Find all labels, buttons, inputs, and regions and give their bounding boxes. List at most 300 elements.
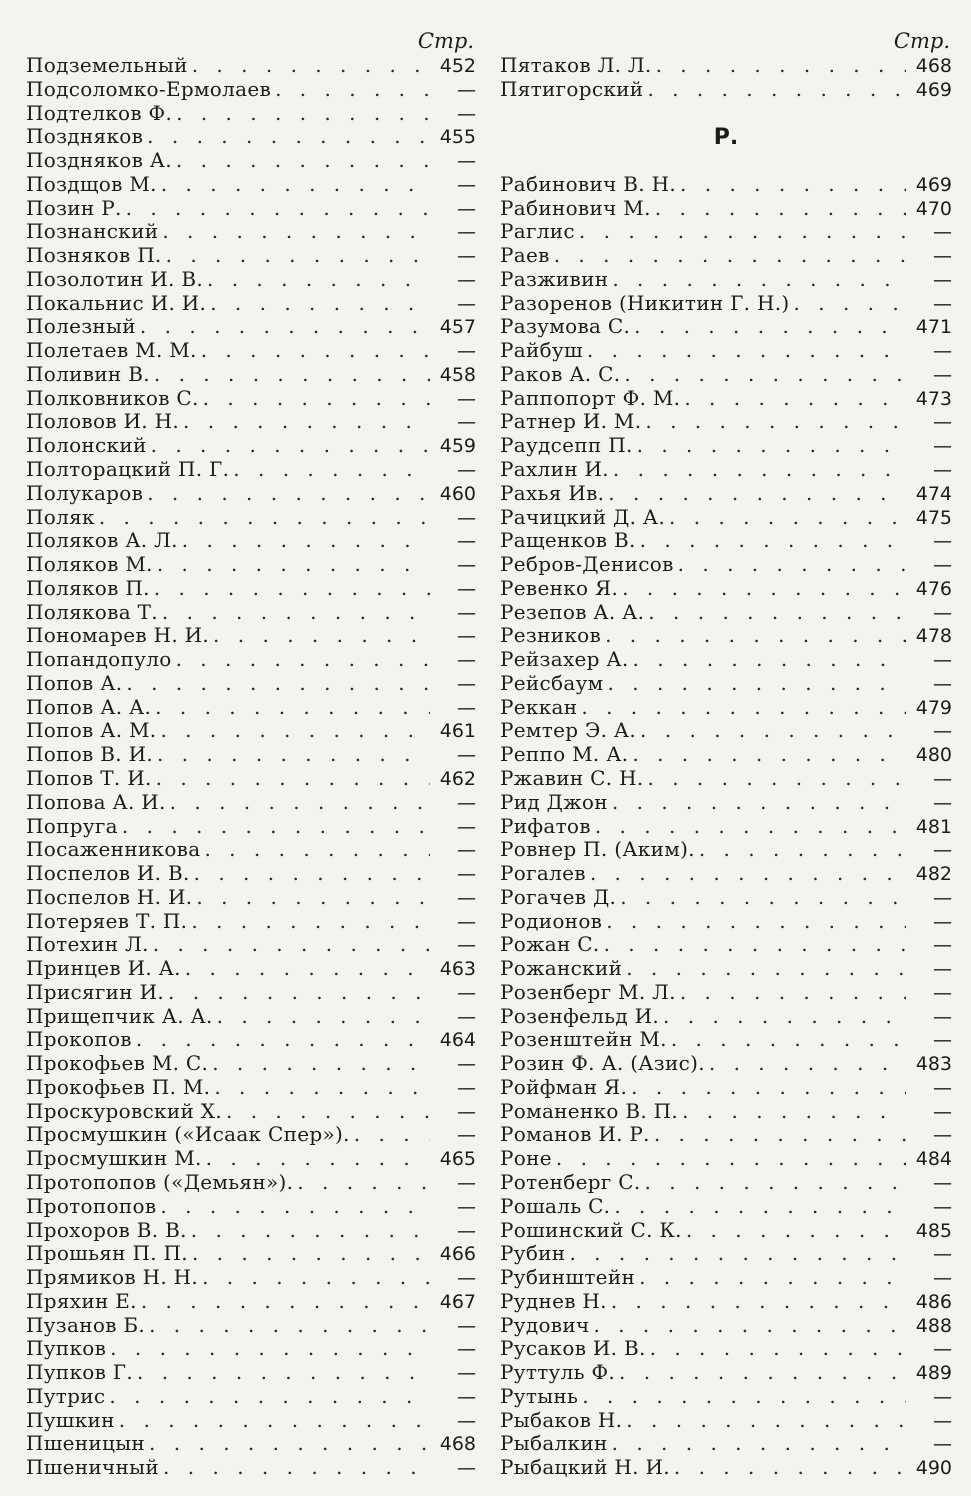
entry-page-number: — (933, 1171, 952, 1194)
entry-name: Рудович (500, 1313, 590, 1337)
entry-name: Позолотин И. В. (26, 267, 203, 291)
entry-page-number: — (457, 625, 476, 648)
entry-page-number: — (933, 791, 952, 814)
entry-page-number: 476 (915, 577, 952, 600)
index-entry (500, 339, 952, 363)
index-entry (26, 672, 476, 696)
index-entry (26, 648, 476, 672)
entry-page-number: — (457, 1457, 476, 1480)
leader-dots (628, 743, 906, 767)
entry-page-number: — (933, 268, 952, 291)
index-entry (500, 1052, 952, 1076)
leader-dots (635, 1266, 906, 1290)
index-entry (500, 268, 952, 292)
index-entry (500, 1456, 952, 1480)
entry-name: Рыбацкий Н. И. (500, 1456, 670, 1480)
index-entry (500, 981, 952, 1005)
leader-dots (565, 1242, 906, 1266)
index-entry (500, 1076, 952, 1100)
leader-dots (643, 767, 906, 791)
entry-page-number: 459 (439, 435, 476, 458)
entry-page-number: — (933, 435, 952, 458)
leader-dots (602, 910, 906, 934)
index-entry (26, 506, 476, 530)
index-entry (26, 910, 476, 934)
index-entry (26, 125, 476, 149)
entry-page-number: 468 (439, 1433, 476, 1456)
leader-dots (187, 910, 430, 934)
entry-page-number: — (457, 910, 476, 933)
entry-name: Позин Р. (26, 196, 122, 220)
index-entry (26, 815, 476, 839)
index-entry (500, 933, 952, 957)
entry-page-number: — (457, 197, 476, 220)
index-entry (500, 1195, 952, 1219)
entry-page-number: 486 (915, 1290, 952, 1313)
entry-name: Попов А. А. (26, 695, 152, 719)
entry-page-number: — (457, 934, 476, 957)
leader-dots (152, 767, 430, 791)
index-entry (500, 1314, 952, 1338)
leader-dots (206, 292, 430, 316)
index-entry (500, 886, 952, 910)
entry-name: Розенштейн М. (500, 1028, 667, 1052)
index-entry (26, 1147, 476, 1171)
index-entry (26, 339, 476, 363)
entry-page-number: — (933, 459, 952, 482)
entry-page-number: 484 (915, 1148, 952, 1171)
entry-page-number: 475 (915, 506, 952, 529)
leader-dots (179, 410, 430, 434)
index-entry (500, 1432, 952, 1456)
entry-name: Разживин (500, 267, 609, 291)
leader-dots (143, 482, 430, 506)
index-entry (26, 149, 476, 173)
entry-name: Прищепчик А. А. (26, 1004, 213, 1028)
entry-page-number: — (457, 1053, 476, 1076)
entry-name: Райбуш (500, 339, 583, 363)
index-entry (500, 577, 952, 601)
leader-dots (651, 197, 906, 221)
leader-dots (641, 410, 906, 434)
entry-name: Рыбалкин (500, 1432, 608, 1456)
leader-dots (676, 173, 906, 197)
index-entry (500, 672, 952, 696)
entry-name: Принцев И. А. (26, 957, 181, 981)
entry-name: Пушкин (26, 1408, 115, 1432)
leader-dots (629, 648, 906, 672)
entry-name: Русаков И. В. (500, 1337, 646, 1361)
leader-dots (159, 1456, 430, 1480)
entry-page-number: — (933, 340, 952, 363)
entry-name: Ремтер Э. А. (500, 719, 637, 743)
index-entry (26, 981, 476, 1005)
entry-page-number: 467 (439, 1290, 476, 1313)
leader-dots (615, 1361, 906, 1385)
entry-page-number: — (457, 150, 476, 173)
page-column-header: Стр. (893, 29, 950, 53)
leader-dots (646, 1337, 906, 1361)
leader-dots (644, 601, 906, 625)
entry-page-number: — (457, 245, 476, 268)
index-entry (500, 1385, 952, 1409)
entry-page-number: — (457, 815, 476, 838)
leader-dots (106, 1337, 430, 1361)
leader-dots (293, 1171, 430, 1195)
index-entry (26, 791, 476, 815)
entry-page-number: 464 (439, 1029, 476, 1052)
leader-dots (157, 173, 430, 197)
entry-name: Пономарев Н. И. (26, 624, 210, 648)
entry-name: Протопопов (26, 1194, 157, 1218)
index-entry (26, 838, 476, 862)
leader-dots (210, 1076, 430, 1100)
leader-dots (578, 1385, 906, 1409)
leader-dots (145, 1432, 430, 1456)
index-entry (500, 434, 952, 458)
entry-name: Рейзахер А. (500, 648, 629, 672)
entry-name: Рубин (500, 1242, 566, 1266)
leader-dots (682, 1219, 906, 1243)
right-entry-list-pre (500, 54, 952, 102)
entry-name: Половов И. Н. (26, 410, 180, 434)
leader-dots (680, 387, 906, 411)
entry-page-number: 452 (439, 55, 476, 77)
index-entry (26, 1242, 476, 1266)
leader-dots (678, 1100, 906, 1124)
index-entry (26, 1314, 476, 1338)
index-entry (26, 102, 476, 126)
index-entry (26, 1385, 476, 1409)
index-entry (500, 78, 952, 102)
entry-name: Романов И. Р. (500, 1123, 650, 1147)
leader-dots (118, 815, 430, 839)
leader-dots (608, 791, 906, 815)
entry-name: Резепов А. А. (500, 600, 645, 624)
leader-dots (705, 1052, 906, 1076)
index-entry (26, 78, 476, 102)
index-entry (26, 1171, 476, 1195)
leader-dots (229, 458, 430, 482)
entry-name: Рахья Ив. (500, 481, 605, 505)
entry-name: Посаженникова (26, 838, 201, 862)
entry-page-number: — (457, 1005, 476, 1028)
index-entry (500, 696, 952, 720)
leader-dots (198, 1266, 430, 1290)
leader-dots (590, 1314, 907, 1338)
entry-name: Поляк (26, 505, 95, 529)
leader-dots (670, 1456, 906, 1480)
entry-page-number: 474 (915, 482, 952, 505)
index-entry (26, 1409, 476, 1433)
index-entry (26, 1100, 476, 1124)
leader-dots (607, 1290, 906, 1314)
leader-dots (181, 957, 430, 981)
entry-page-number: — (933, 981, 952, 1004)
index-entry (26, 624, 476, 648)
entry-name: Ровнер П. (Аким). (500, 838, 695, 862)
leader-dots (650, 1123, 906, 1147)
index-entry (26, 933, 476, 957)
entry-name: Рыбаков Н. (500, 1408, 623, 1432)
entry-page-number: 458 (439, 363, 476, 386)
entry-name: Рутынь (500, 1384, 579, 1408)
index-entry (500, 197, 952, 221)
leader-dots (137, 1290, 430, 1314)
leader-dots (147, 434, 430, 458)
entry-page-number: — (457, 1409, 476, 1432)
index-entry (500, 220, 952, 244)
index-entry (26, 696, 476, 720)
leader-dots (608, 1432, 906, 1456)
index-entry (26, 1337, 476, 1361)
leader-dots (676, 981, 906, 1005)
entry-name: Путрис (26, 1384, 106, 1408)
entry-page-number: 460 (439, 482, 476, 505)
index-entry (26, 1028, 476, 1052)
entry-page-number: — (933, 649, 952, 672)
entry-name: Пшеничный (26, 1456, 160, 1480)
index-entry (500, 957, 952, 981)
index-entry (500, 482, 952, 506)
index-entry (26, 743, 476, 767)
leader-dots (577, 696, 906, 720)
entry-name: Рогачев Д. (500, 885, 617, 909)
index-entry (26, 434, 476, 458)
entry-name: Прокофьев П. М. (26, 1075, 211, 1099)
entry-name: Полукаров (26, 481, 144, 505)
entry-page-number: — (457, 672, 476, 695)
index-entry (500, 1361, 952, 1385)
entry-name: Потеряев Т. П. (26, 909, 188, 933)
entry-name: Прошьян П. П. (26, 1242, 188, 1266)
leader-dots (552, 1147, 906, 1171)
entry-page-number: — (457, 411, 476, 434)
entry-name: Протопопов («Демьян»). (26, 1170, 294, 1194)
entry-page-number: — (933, 1124, 952, 1147)
entry-name: Руднев Н. (500, 1289, 607, 1313)
entry-page-number: — (457, 554, 476, 577)
leader-dots (188, 1242, 430, 1266)
entry-name: Полетаев М. М. (26, 339, 197, 363)
leader-dots (200, 838, 430, 862)
index-entry (500, 601, 952, 625)
entry-page-number: 490 (915, 1457, 952, 1480)
index-entry (500, 624, 952, 648)
leader-dots (150, 577, 430, 601)
entry-page-number: 469 (915, 173, 952, 196)
index-entry (500, 1100, 952, 1124)
leader-dots (667, 1028, 906, 1052)
index-entry (26, 553, 476, 577)
leader-dots (610, 1195, 906, 1219)
entry-page-number: 465 (439, 1148, 476, 1171)
entry-name: Полонский (26, 434, 147, 458)
index-entry (500, 1219, 952, 1243)
leader-dots (166, 791, 430, 815)
index-entry (500, 1266, 952, 1290)
leader-dots (172, 149, 430, 173)
entry-name: Попов А. М. (26, 719, 157, 743)
index-entry (26, 197, 476, 221)
entry-name: Пшеницын (26, 1432, 146, 1456)
right-entry-list (500, 173, 952, 1480)
entry-page-number: — (933, 1385, 952, 1408)
entry-page-number: — (457, 1076, 476, 1099)
entry-page-number: — (457, 506, 476, 529)
entry-page-number: — (457, 173, 476, 196)
entry-name: Рахлин И. (500, 458, 609, 482)
leader-dots (608, 268, 906, 292)
index-entry (500, 244, 952, 268)
leader-dots (164, 981, 430, 1005)
index-entry (500, 1123, 952, 1147)
index-entry (26, 292, 476, 316)
entry-name: Поздщов М. (26, 172, 157, 196)
entry-name: Рачицкий Д. А. (500, 505, 665, 529)
index-entry (500, 1242, 952, 1266)
leader-dots (122, 672, 430, 696)
leader-dots (633, 434, 906, 458)
entry-name: Ржавин С. Н. (500, 766, 644, 790)
leader-dots (618, 577, 906, 601)
leader-dots (600, 933, 906, 957)
index-entry (500, 387, 952, 411)
entry-page-number: 471 (915, 316, 952, 339)
leader-dots (641, 1171, 906, 1195)
entry-page-number: — (457, 1267, 476, 1290)
leader-dots (674, 553, 906, 577)
index-entry (26, 410, 476, 434)
entry-page-number: — (933, 221, 952, 244)
index-entry (26, 458, 476, 482)
entry-page-number: 468 (915, 55, 952, 77)
entry-name: Попов А. (26, 671, 123, 695)
leader-dots (156, 1195, 430, 1219)
entry-page-number: — (457, 791, 476, 814)
entry-name: Рид Джон (500, 790, 608, 814)
leader-dots (190, 862, 430, 886)
index-entry (26, 1361, 476, 1385)
entry-name: Ройфман Я. (500, 1075, 628, 1099)
index-entry (26, 482, 476, 506)
entry-name: Рогалев (500, 862, 586, 886)
index-entry (26, 1195, 476, 1219)
entry-page-number: — (457, 387, 476, 410)
entry-page-number: 489 (915, 1362, 952, 1385)
entry-name: Рифатов (500, 814, 591, 838)
entry-name: Попов В. И. (26, 743, 153, 767)
index-entry (500, 1147, 952, 1171)
entry-page-number: — (457, 1385, 476, 1408)
leader-dots (575, 220, 906, 244)
leader-dots (208, 1052, 430, 1076)
index-entry (500, 767, 952, 791)
index-entry (26, 1266, 476, 1290)
leader-dots (583, 339, 906, 363)
entry-name: Покальнис И. И. (26, 291, 207, 315)
entry-page-number: 462 (439, 767, 476, 790)
entry-page-number: 483 (915, 1053, 952, 1076)
leader-dots (149, 933, 430, 957)
entry-page-number: — (457, 696, 476, 719)
leader-dots (187, 1219, 430, 1243)
entry-page-number: — (933, 1029, 952, 1052)
entry-name: Резников (500, 624, 602, 648)
entry-page-number: — (933, 411, 952, 434)
entry-name: Рабинович В. Н. (500, 172, 677, 196)
index-entry (26, 244, 476, 268)
leader-dots (622, 1409, 906, 1433)
leader-dots (659, 1005, 906, 1029)
leader-dots (188, 54, 430, 78)
section-letter-heading: Р. (713, 124, 739, 150)
entry-name: Прямиков Н. Н. (26, 1266, 199, 1290)
entry-name: Полезный (26, 315, 136, 339)
entry-name: Пупков Г. (26, 1361, 133, 1385)
entry-page-number: — (457, 577, 476, 600)
entry-page-number: — (933, 1195, 952, 1218)
entry-name: Поляков М. (26, 553, 153, 577)
leader-dots (133, 1361, 430, 1385)
index-entry (500, 1409, 952, 1433)
entry-name: Полторацкий П. Г. (26, 458, 230, 482)
entry-name: Ращенков В. (500, 529, 636, 553)
index-entry (500, 1337, 952, 1361)
entry-name: Реппо М. А. (500, 743, 629, 767)
entry-page-number: — (933, 910, 952, 933)
entry-page-number: — (933, 672, 952, 695)
right-column (500, 28, 952, 1480)
entry-name: Полковников С. (26, 386, 199, 410)
entry-page-number: 455 (439, 126, 476, 149)
entry-page-number: 482 (915, 863, 952, 886)
leader-dots (620, 363, 906, 387)
index-entry (26, 387, 476, 411)
entry-name: Рошаль С. (500, 1194, 611, 1218)
leader-dots (153, 553, 430, 577)
entry-name: Розенфельд И. (500, 1004, 660, 1028)
entry-name: Поляков А. Л. (26, 529, 178, 553)
entry-name: Поспелов Н. И. (26, 885, 193, 909)
index-entry (26, 862, 476, 886)
leader-dots (178, 529, 430, 553)
index-entry (26, 577, 476, 601)
entry-name: Пряхин Е. (26, 1289, 137, 1313)
entry-name: Родионов (500, 909, 603, 933)
leader-dots (172, 648, 430, 672)
entry-name: Поспелов И. В. (26, 862, 190, 886)
entry-page-number: — (457, 981, 476, 1004)
leader-dots (151, 696, 430, 720)
index-entry (26, 529, 476, 553)
entry-page-number: 485 (915, 1219, 952, 1242)
entry-page-number: — (457, 1171, 476, 1194)
leader-dots (604, 482, 906, 506)
entry-page-number: — (457, 268, 476, 291)
entry-name: Познанский (26, 220, 159, 244)
leader-dots (652, 54, 906, 78)
entry-page-number: — (457, 102, 476, 125)
entry-page-number: 470 (915, 197, 952, 220)
leader-dots (643, 78, 906, 102)
leader-dots (115, 1409, 430, 1433)
index-entry (500, 910, 952, 934)
leader-dots (105, 1385, 430, 1409)
entry-name: Розенберг М. Л. (500, 980, 676, 1004)
entry-page-number: — (457, 744, 476, 767)
leader-dots (132, 1028, 430, 1052)
